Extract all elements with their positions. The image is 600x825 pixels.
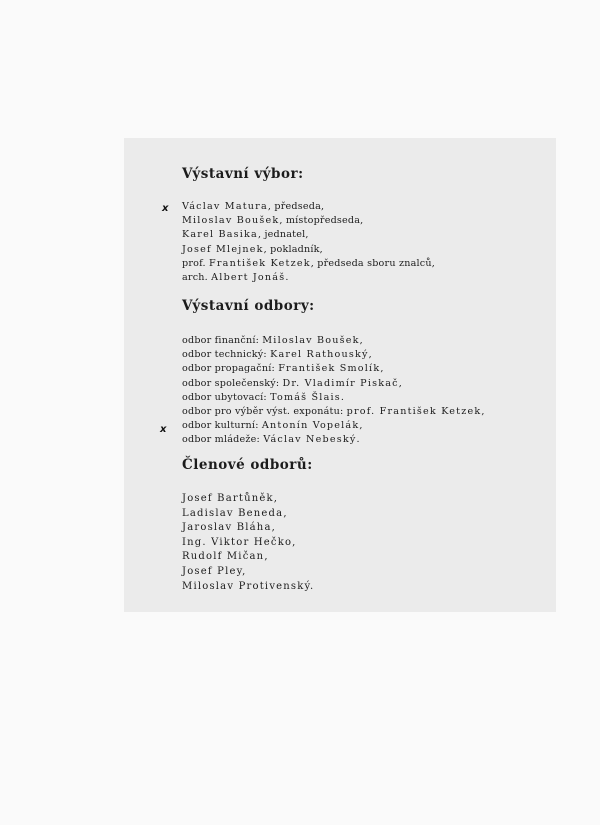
person-name: František Ketzek	[209, 257, 311, 269]
person-name: prof. František Ketzek	[346, 406, 482, 418]
person-name: Miloslav Boušek	[182, 215, 280, 227]
members-heading: Členové odborů:	[182, 457, 313, 473]
person-name: Albert Jonáš	[211, 272, 286, 284]
members-row	[182, 565, 314, 580]
person-name: Dr. Vladimír Piskač	[282, 377, 399, 389]
row-suffix: ,	[481, 406, 485, 418]
row-suffix: ,	[242, 565, 247, 577]
person-name: Václav Nebeský	[263, 434, 357, 446]
person-name: Josef Pley	[182, 565, 243, 577]
row-suffix: ,	[359, 420, 363, 432]
members-row	[182, 536, 314, 551]
departments-row	[182, 348, 485, 362]
committee-row	[182, 257, 435, 271]
row-suffix: .	[310, 580, 315, 592]
committee-row	[182, 271, 435, 285]
row-suffix: .	[356, 434, 360, 446]
row-prefix: odbor technický:	[182, 349, 271, 361]
row-suffix: , předseda sboru znalců,	[310, 257, 435, 269]
row-prefix: arch.	[182, 272, 212, 284]
person-name: Ing. Viktor Hečko	[182, 536, 293, 548]
row-suffix: , pokladník,	[263, 243, 323, 255]
row-prefix: odbor společenský:	[182, 377, 283, 389]
handwritten-x-mark: x	[162, 203, 169, 214]
row-suffix: ,	[398, 377, 402, 389]
row-suffix: ,	[264, 551, 269, 563]
row-suffix: ,	[273, 493, 279, 504]
members-list	[182, 492, 314, 594]
departments-row	[182, 377, 485, 391]
person-name: Josef Bartůněk	[182, 493, 274, 504]
row-suffix: , předseda,	[267, 201, 325, 212]
committee-heading: Výstavní výbor:	[182, 166, 304, 182]
members-row	[182, 550, 314, 565]
person-name: Rudolf Mičan	[182, 551, 265, 563]
row-suffix: ,	[368, 349, 372, 361]
departments-row	[182, 419, 485, 433]
person-name: Karel Rathouský	[270, 349, 369, 361]
members-row	[182, 507, 314, 522]
row-suffix: ,	[359, 335, 363, 346]
members-row	[182, 492, 314, 507]
person-name: Miloslav Boušek	[262, 335, 360, 346]
committee-list	[182, 200, 435, 285]
members-row	[182, 580, 314, 595]
row-prefix: odbor kulturní:	[182, 420, 262, 432]
person-name: František Smolík	[278, 363, 381, 375]
committee-row	[182, 214, 435, 228]
departments-row	[182, 433, 485, 447]
committee-row	[182, 200, 435, 214]
row-suffix: ,	[271, 522, 276, 534]
person-name: Miloslav Protivenský	[182, 580, 311, 592]
row-suffix: ,	[292, 536, 297, 548]
row-prefix: odbor pro výběr výst. exponátu:	[182, 406, 347, 418]
person-name: Václav Matura	[182, 201, 268, 212]
committee-row	[182, 228, 435, 242]
members-row	[182, 521, 314, 536]
row-prefix: prof.	[182, 257, 210, 269]
person-name: Tomáš Šlais	[270, 391, 341, 403]
committee-row	[182, 243, 435, 257]
row-prefix: odbor propagační:	[182, 363, 279, 375]
departments-row	[182, 391, 485, 405]
person-name: Josef Mlejnek	[182, 243, 264, 255]
row-suffix: .	[285, 272, 289, 284]
departments-list	[182, 334, 485, 448]
row-suffix: ,	[380, 363, 384, 375]
row-prefix: odbor mládeže:	[182, 434, 264, 446]
row-suffix: , jednatel,	[257, 229, 309, 241]
row-prefix: odbor finanční:	[182, 335, 263, 346]
person-name: Antonín Vopelák	[261, 420, 360, 432]
row-prefix: odbor ubytovací:	[182, 391, 271, 403]
person-name: Ladislav Beneda	[182, 507, 284, 519]
row-suffix: ,	[283, 507, 288, 519]
departments-row	[182, 405, 485, 419]
person-name: Jaroslav Bláha	[182, 522, 272, 534]
row-suffix: .	[340, 391, 345, 403]
departments-row	[182, 362, 485, 376]
departments-heading: Výstavní odbory:	[182, 298, 315, 314]
row-suffix: , místopředseda,	[279, 215, 364, 227]
departments-row	[182, 334, 485, 348]
handwritten-x-mark: x	[160, 424, 167, 435]
person-name: Karel Basika	[182, 229, 258, 241]
